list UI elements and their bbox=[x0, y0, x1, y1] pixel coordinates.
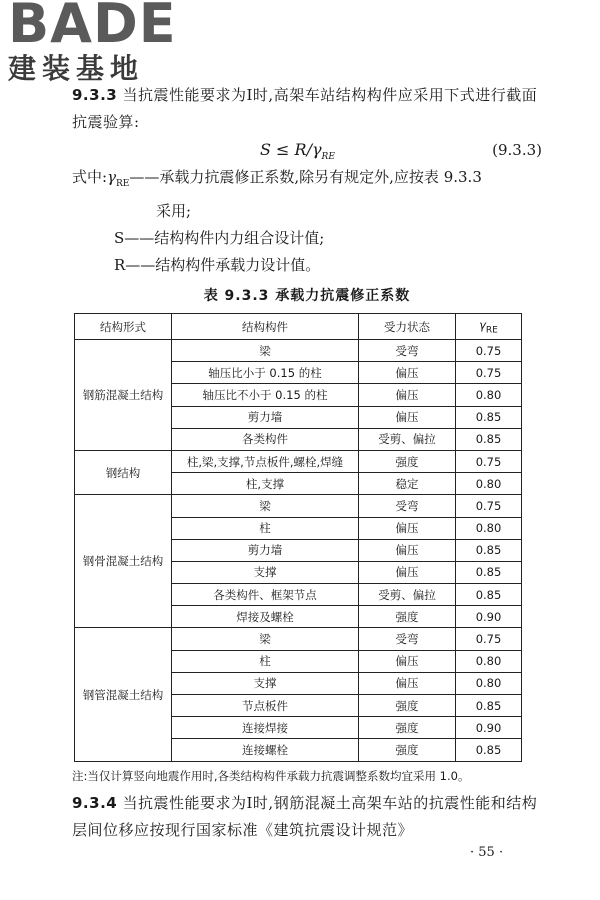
coefficient-table bbox=[74, 313, 522, 762]
cell-gamma: 0.75 bbox=[456, 450, 522, 472]
cell-gamma: 0.80 bbox=[456, 384, 522, 406]
where-intro: 式中: bbox=[72, 168, 108, 186]
table-row bbox=[75, 495, 522, 517]
formula-number: (9.3.3) bbox=[492, 141, 542, 159]
logo-brand: BADE bbox=[8, 0, 177, 55]
cell-gamma: 0.85 bbox=[456, 428, 522, 450]
formula-lhs: S ≤ R/γ bbox=[260, 140, 322, 159]
cell-force-state: 偏压 bbox=[359, 561, 456, 583]
cell-gamma: 0.90 bbox=[456, 606, 522, 628]
cell-member: 剪力墙 bbox=[172, 539, 359, 561]
cell-member: 连接螺栓 bbox=[172, 739, 359, 761]
table-body bbox=[75, 340, 522, 762]
cell-structure-form: 钢结构 bbox=[75, 450, 172, 494]
formula-expression bbox=[260, 136, 335, 171]
cell-force-state: 偏压 bbox=[359, 672, 456, 694]
cell-gamma: 0.75 bbox=[456, 628, 522, 650]
table-header-row bbox=[75, 314, 522, 340]
cell-force-state: 受弯 bbox=[359, 628, 456, 650]
cell-member: 焊接及螺栓 bbox=[172, 606, 359, 628]
cell-gamma: 0.85 bbox=[456, 406, 522, 428]
table-title: 表 9.3.3 承载力抗震修正系数 bbox=[203, 288, 411, 304]
cell-member: 梁 bbox=[172, 340, 359, 362]
cell-member: 各类构件、框架节点 bbox=[172, 584, 359, 606]
cell-member: 连接焊接 bbox=[172, 717, 359, 739]
cell-member: 柱,支撑 bbox=[172, 473, 359, 495]
cell-structure-form: 钢筋混凝土结构 bbox=[75, 340, 172, 451]
cell-force-state: 强度 bbox=[359, 717, 456, 739]
cell-member: 轴压比小于 0.15 的柱 bbox=[172, 362, 359, 384]
cell-gamma: 0.85 bbox=[456, 561, 522, 583]
table-note: 注:当仅计算竖向地震作用时,各类结构构件承载力抗震调整系数均宜采用 1.0。 bbox=[72, 768, 470, 783]
cell-gamma: 0.80 bbox=[456, 672, 522, 694]
cell-member: 支撑 bbox=[172, 561, 359, 583]
header-gamma-sub: RE bbox=[485, 325, 498, 336]
table-row bbox=[75, 450, 522, 472]
logo bbox=[4, 0, 179, 90]
cell-gamma: 0.75 bbox=[456, 495, 522, 517]
cell-force-state: 强度 bbox=[359, 695, 456, 717]
section-9-3-3 bbox=[72, 82, 542, 136]
cell-force-state: 偏压 bbox=[359, 362, 456, 384]
cell-gamma: 0.80 bbox=[456, 650, 522, 672]
cell-gamma: 0.85 bbox=[456, 695, 522, 717]
cell-member: 剪力墙 bbox=[172, 406, 359, 428]
formula-sub: RE bbox=[321, 152, 335, 163]
cell-force-state: 受剪、偏拉 bbox=[359, 584, 456, 606]
cell-member: 轴压比不小于 0.15 的柱 bbox=[172, 384, 359, 406]
cell-gamma: 0.80 bbox=[456, 517, 522, 539]
definition-r: R——结构构件承载力设计值。 bbox=[114, 256, 321, 274]
header-member: 结构构件 bbox=[172, 314, 359, 340]
section-text: 当抗震性能要求为Ⅰ时,高架车站结构构件应采用下式进行截面抗震验算: bbox=[72, 86, 538, 131]
cell-structure-form: 钢骨混凝土结构 bbox=[75, 495, 172, 628]
table-row bbox=[75, 340, 522, 362]
cell-force-state: 偏压 bbox=[359, 539, 456, 561]
cell-member: 柱 bbox=[172, 650, 359, 672]
cell-force-state: 受弯 bbox=[359, 340, 456, 362]
cell-force-state: 强度 bbox=[359, 606, 456, 628]
cell-gamma: 0.85 bbox=[456, 739, 522, 761]
header-force-state: 受力状态 bbox=[359, 314, 456, 340]
section-text: 当抗震性能要求为Ⅰ时,钢筋混凝土高架车站的抗震性能和结构层间位移应按现行国家标准《建筑抗震设计规范》 bbox=[72, 793, 538, 839]
page-number: · 55 · bbox=[470, 845, 504, 860]
cell-gamma: 0.80 bbox=[456, 473, 522, 495]
cell-force-state: 偏压 bbox=[359, 517, 456, 539]
table-row bbox=[75, 628, 522, 650]
cell-force-state: 强度 bbox=[359, 739, 456, 761]
cell-force-state: 偏压 bbox=[359, 406, 456, 428]
section-number: 9.3.3 bbox=[72, 86, 118, 104]
cell-structure-form: 钢管混凝土结构 bbox=[75, 628, 172, 761]
cell-member: 节点板件 bbox=[172, 695, 359, 717]
cell-force-state: 偏压 bbox=[359, 384, 456, 406]
cell-member: 支撑 bbox=[172, 672, 359, 694]
header-gamma bbox=[456, 314, 522, 340]
cell-force-state: 偏压 bbox=[359, 650, 456, 672]
cell-force-state: 受剪、偏拉 bbox=[359, 428, 456, 450]
section-number: 9.3.4 bbox=[72, 793, 118, 812]
header-structure-form: 结构形式 bbox=[75, 314, 172, 340]
cell-gamma: 0.85 bbox=[456, 539, 522, 561]
cell-gamma: 0.90 bbox=[456, 717, 522, 739]
definition-gamma-text: ——承载力抗震修正系数,除另有规定外,应按表 9.3.3 bbox=[129, 168, 482, 186]
header-gamma-symbol: γ bbox=[479, 317, 486, 332]
definition-s: S——结构构件内力组合设计值; bbox=[114, 229, 325, 247]
cell-member: 各类构件 bbox=[172, 428, 359, 450]
cell-member: 柱,梁,支撑,节点板件,螺栓,焊缝 bbox=[172, 450, 359, 472]
symbol-definitions bbox=[72, 164, 542, 279]
cell-member: 梁 bbox=[172, 628, 359, 650]
cell-member: 柱 bbox=[172, 517, 359, 539]
cell-force-state: 强度 bbox=[359, 450, 456, 472]
page-content bbox=[72, 82, 542, 844]
logo-subtitle: 建装基地 bbox=[8, 52, 145, 85]
cell-member: 梁 bbox=[172, 495, 359, 517]
formula-9-3-3 bbox=[72, 136, 542, 164]
cell-gamma: 0.75 bbox=[456, 340, 522, 362]
cell-force-state: 稳定 bbox=[359, 473, 456, 495]
cell-gamma: 0.75 bbox=[456, 362, 522, 384]
symbol-gamma: γ bbox=[107, 168, 117, 186]
cell-gamma: 0.85 bbox=[456, 584, 522, 606]
definition-gamma-cont: 采用; bbox=[156, 202, 192, 220]
cell-force-state: 受弯 bbox=[359, 495, 456, 517]
symbol-gamma-sub: RE bbox=[116, 179, 130, 189]
section-9-3-4 bbox=[72, 790, 542, 844]
